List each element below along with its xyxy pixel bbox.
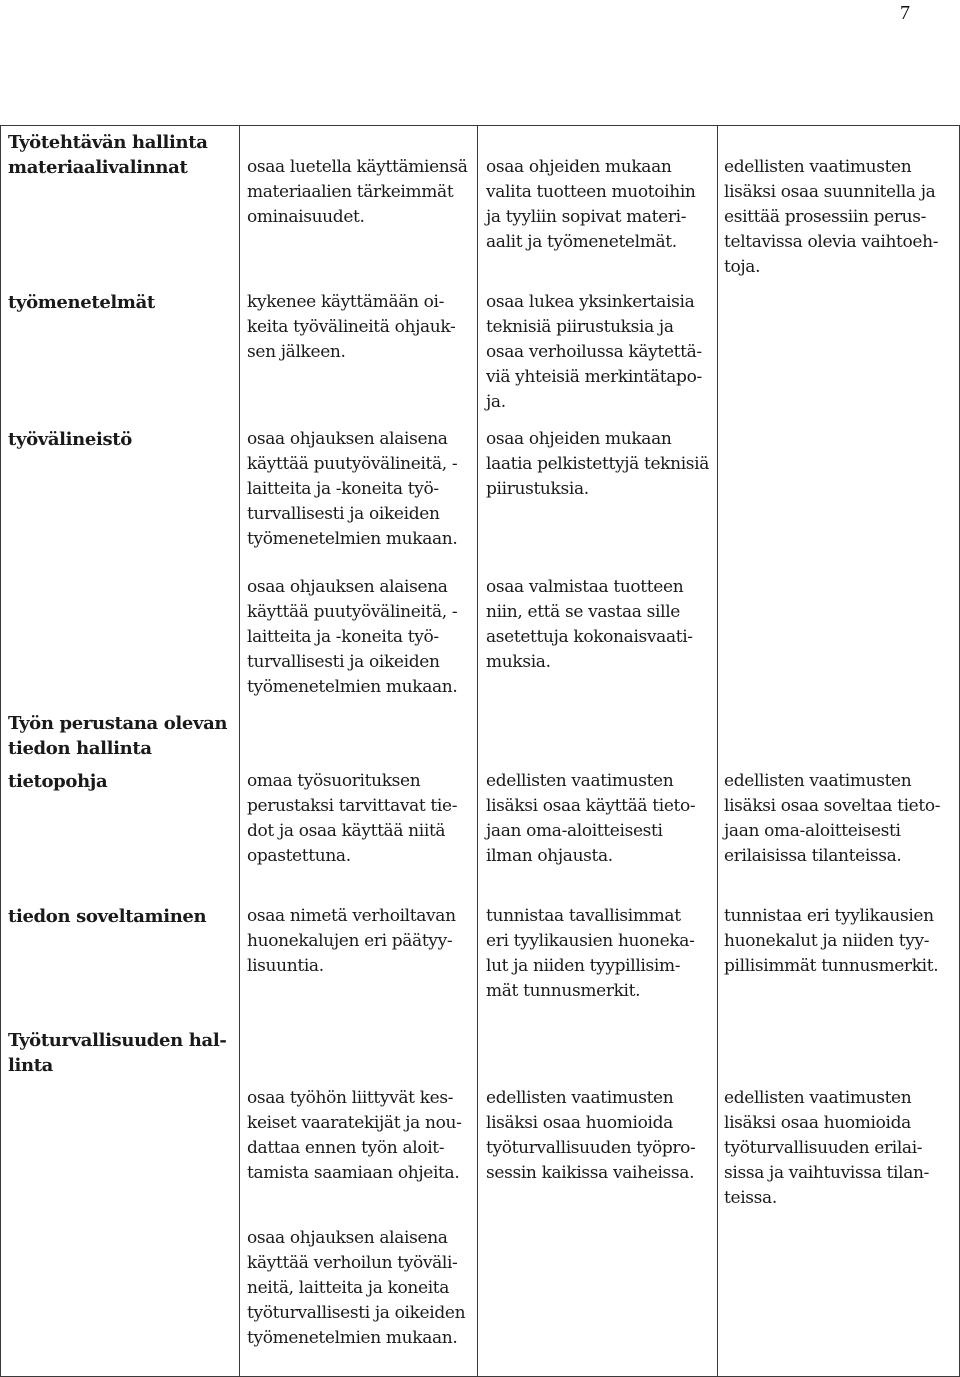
table-left-border xyxy=(0,125,1,1377)
level-cell: edellisten vaatimusten lisäksi osaa huomioida työturvallisuuden työpro- sessin kaikissa vaiheissa. xyxy=(486,1088,696,1183)
level-cell: osaa työhön liittyvät kes- keiset vaaratekijät ja nou- dattaa ennen työn aloit- tamista saamiaan ohjeita. xyxy=(247,1088,462,1183)
column-divider xyxy=(477,125,478,1377)
level-cell: tunnistaa eri tyylikausien huonekalut ja niiden tyy- pillisimmät tunnusmerkit. xyxy=(724,906,939,976)
level-cell: osaa ohjauksen alaisena käyttää puutyövälineitä, - laitteita ja -koneita työ- turvallisesti ja oikeiden työmenetelmien mukaan. xyxy=(247,577,458,697)
level-cell: edellisten vaatimusten lisäksi osaa käyttää tieto- jaan oma-aloitteisesti ilman ohjausta. xyxy=(486,771,696,866)
level-cell: osaa nimetä verhoiltavan huonekalujen eri päätyy- lisuuntia. xyxy=(247,906,456,976)
level-cell: edellisten vaatimusten lisäksi osaa suunnitella ja esittää prosessiin perus- teltavissa olevia vaihtoeh- toja. xyxy=(724,157,939,277)
level-cell: osaa luetella käyttämiensä materiaalien tärkeimmät ominaisuudet. xyxy=(247,157,468,227)
level-cell: osaa lukea yksinkertaisia teknisiä piirustuksia ja osaa verhoilussa käytettä- viä yhteisiä merkintätapo- ja. xyxy=(486,292,702,412)
level-cell: edellisten vaatimusten lisäksi osaa soveltaa tieto- jaan oma-aloitteisesti erilaisissa tilanteissa. xyxy=(724,771,941,866)
level-cell: omaa työsuorituksen perustaksi tarvittavat tie- dot ja osaa käyttää niitä opastettuna. xyxy=(247,771,458,866)
criterion-label: työmenetelmät xyxy=(8,292,155,313)
level-cell: osaa ohjauksen alaisena käyttää verhoilun työväli- neitä, laitteita ja koneita työturvallisesti ja oikeiden työmenetelmien mukaan. xyxy=(247,1228,466,1348)
table-top-border xyxy=(0,125,960,126)
column-divider xyxy=(239,125,240,1377)
criterion-label: työvälineistö xyxy=(8,429,132,450)
level-cell: osaa ohjeiden mukaan valita tuotteen muotoihin ja tyyliin sopivat materi- aalit ja työmenetelmät. xyxy=(486,157,696,252)
criterion-label: Työtehtävän hallinta materiaalivalinnat xyxy=(8,132,208,178)
level-cell: osaa ohjauksen alaisena käyttää puutyövälineitä, - laitteita ja -koneita työ- turvallisesti ja oikeiden työmenetelmien mukaan. xyxy=(247,429,458,549)
section-heading: Työn perustana olevan tiedon hallinta xyxy=(8,713,228,759)
level-cell: kykenee käyttämään oi- keita työvälineitä ohjauk- sen jälkeen. xyxy=(247,292,456,362)
level-cell: tunnistaa tavallisimmat eri tyylikausien huoneka- lut ja niiden tyypillisim- mät tunnusmerkit. xyxy=(486,906,695,1001)
section-heading: Työturvallisuuden hal- linta xyxy=(8,1030,227,1076)
level-cell: osaa valmistaa tuotteen niin, että se vastaa sille asetettuja kokonaisvaati- muksia. xyxy=(486,577,693,672)
column-divider xyxy=(717,125,718,1377)
criterion-label: tietopohja xyxy=(8,771,108,792)
level-cell: osaa ohjeiden mukaan laatia pelkistettyjä teknisiä piirustuksia. xyxy=(486,429,710,499)
criterion-label: tiedon soveltaminen xyxy=(8,906,207,927)
page-number: 7 xyxy=(900,2,910,24)
level-cell: edellisten vaatimusten lisäksi osaa huomioida työturvallisuuden erilai- sissa ja vaihtuvissa tilan- teissa. xyxy=(724,1088,929,1208)
